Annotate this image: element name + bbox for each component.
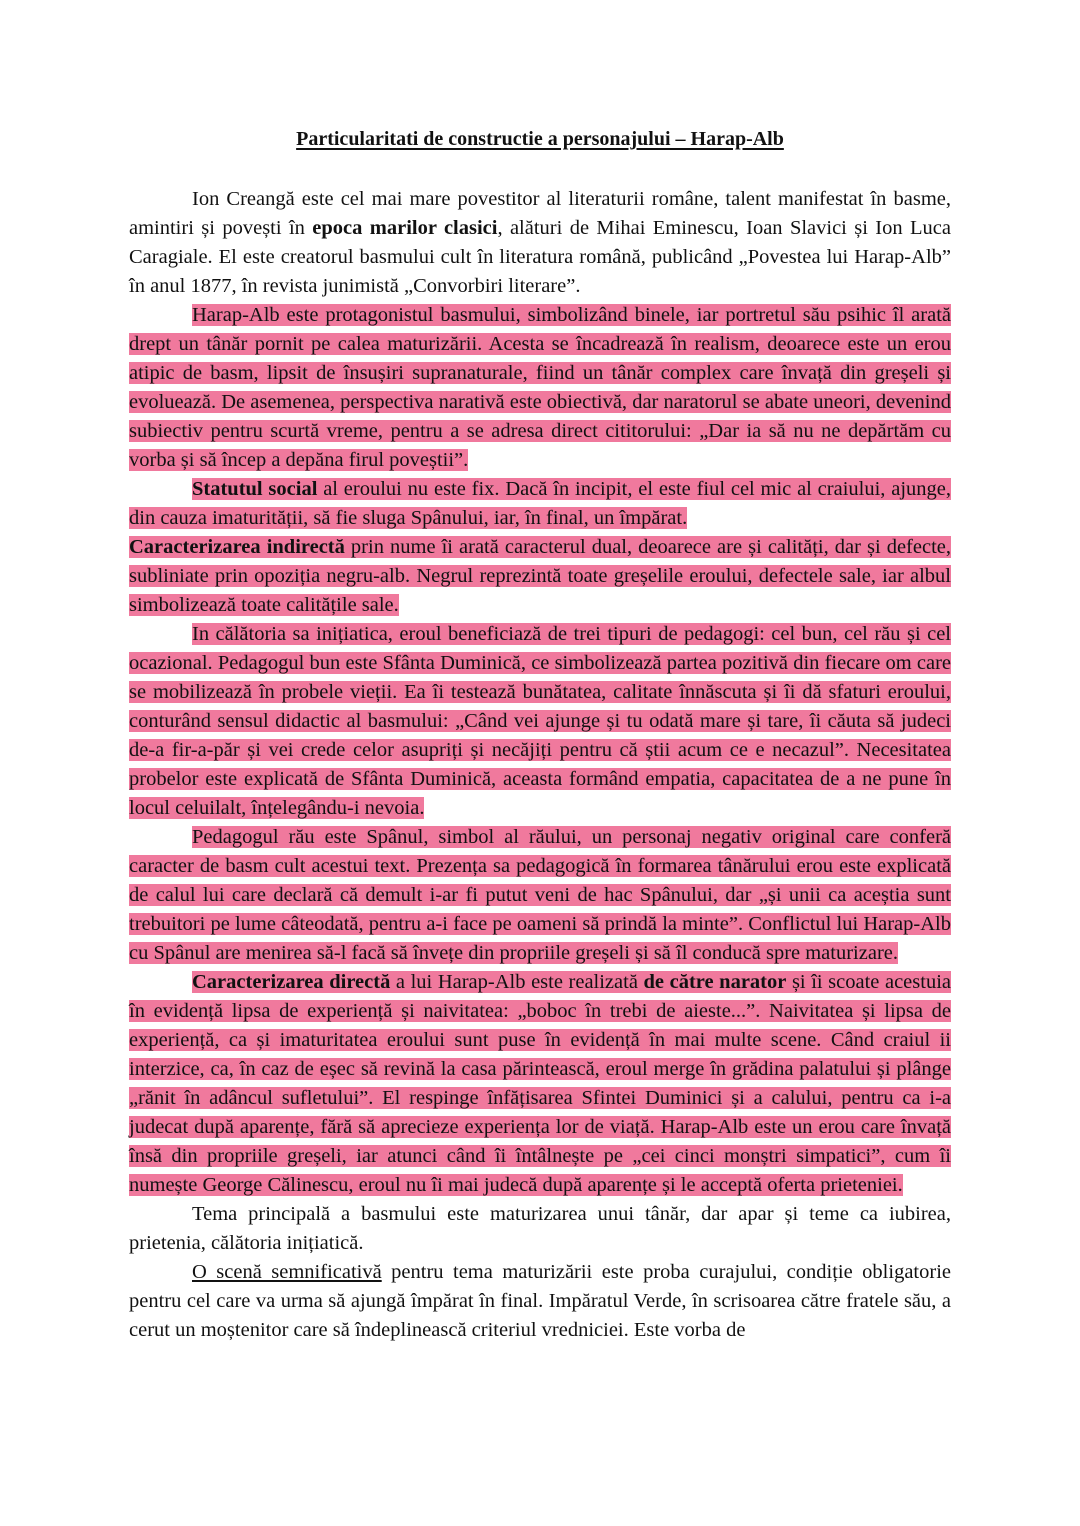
document-body [129,185,951,1345]
bold-direct-characterization: Caracterizarea directă [192,971,391,993]
paragraph-intro [129,185,951,301]
intro-text-1: Ion Creangă este cel mai mare povestitor al literaturii române, talent manifestat în basme, amintiri și povești în [129,188,951,239]
direct-characterization-text-1: a lui Harap-Alb este realizată [390,971,644,993]
paragraph-protagonist [129,301,951,475]
direct-characterization-text-2: și îi scoate acestuia în evidență lipsa de experiență și naivitatea: „boboc în trebi de aieste...”. Naivitatea și lipsa de experiență, ca și imaturitatea eroului sunt puse în evidență în mai multe scene. Când craiul ii interzice, ca, în caz de eșec să revină la casa părintească, eroul merge în grădina palatului și plânge „rănit în adâncul sufletului”. El respinge înfățisarea Sfintei Duminici și a calului, pentru ca i-a judecat după aparențe, fără să aprecieze experiența lor de viață. Harap-Alb este un erou care învață însă din propriile greșeli, iar atunci când îi întâlnește pe „cei cinci monștri simpatici”, cum îi numește George Călinescu, eroul nu îi mai judecă după aparențe și le acceptă oferta prieteniei. [129,971,951,1196]
social-status-text: al eroului nu este fix. Dacă în incipit, el este fiul cel mic al craiului, ajunge, din cauza imaturității, să fie sluga Spânului, iar, în final, un împărat. [129,478,951,529]
paragraph-scene [129,1258,951,1345]
underlined-significant-scene: O scenă semnificativă [192,1261,382,1283]
document-title: Particularitati de constructie a personajului – Harap-Alb [296,128,784,150]
intro-bold-epoch: epoca marilor clasici [312,217,498,239]
paragraph-theme [129,1200,951,1258]
bold-by-narrator: de către narator [643,971,787,993]
paragraph-bad-pedagogue [129,823,951,968]
paragraph-good-pedagogue [129,620,951,823]
theme-text: Tema principală a basmului este maturizarea unui tânăr, dar apar și teme ca iubirea, prietenia, călătoria inițiatică. [129,1203,951,1254]
bold-social-status: Statutul social [192,478,318,500]
paragraph-indirect-characterization [129,533,951,620]
highlighted-text: In călătoria sa inițiatica, eroul beneficiază de trei tipuri de pedagogi: cel bun, cel rău și cel ocazional. Pedagogul bun este Sfânta Duminică, ce simbolizează partea pozitivă din fiecare om care se mobilizează în probele vieții. Ea îi testează bunătatea, calitate înnăscuta și îi dă sfaturi eroului, conturând sensul didactic al basmului: „Când vei ajunge și tu odată mare și tare, îi căuta să judeci de-a fir-a-păr și vei crede celor asupriți și necăjiți pentru că știi acum ce e necazul”. Necesitatea probelor este explicată de Sfânta Duminică, aceasta formând empatia, capacitatea de a ne pune în locul celuilalt, înțelegându-i nevoia. [129,623,951,819]
paragraph-direct-characterization [129,968,951,1200]
paragraph-social-status [129,475,951,533]
highlighted-text: Harap-Alb este protagonistul basmului, simbolizând binele, iar portretul său psihic îl arată drept un tânăr pornit pe calea maturizării. Acesta se încadrează în realism, deoarece este un erou atipic de basm, lipsit de însușiri supranaturale, fiind un tânăr complex care învață din greșeli și evoluează. De asemenea, perspectiva narativă este obiectivă, dar naratorul se abate uneori, devenind subiectiv pentru scurtă vreme, pentru a se adresa direct cititorului: „Dar ia să nu ne depărtăm cu vorba și să încep a depăna firul poveștii”. [129,304,951,471]
highlighted-text [129,478,951,529]
indirect-characterization-text: prin nume îi arată caracterul dual, deoarece are și calități, dar și defecte, subliniate prin opoziția negru-alb. Negrul reprezintă toate greșelile eroului, defectele sale, iar albul simbolizează toate calitățile sale. [129,536,951,616]
highlighted-text [129,971,951,1196]
intro-text-2: , alături de Mihai Eminescu, Ioan Slavici și Ion Luca Caragiale. El este creatorul basmului cult în literatura română, publicând „Povestea lui Harap-Alb” în anul 1877, în revista junimistă „Convorbiri literare”. [129,217,951,297]
highlighted-text [129,536,951,616]
scene-text: pentru tema maturizării este proba curajului, condiție obligatorie pentru cel care va urma să ajungă împărat în final. Impăratul Verde, în scrisoarea către fratele său, a cerut un moștenitor care să îndeplinească criteriul vredniciei. Este vorba de [129,1261,951,1341]
bold-indirect-characterization: Caracterizarea indirectă [129,536,345,558]
highlighted-text: Pedagogul rău este Spânul, simbol al răului, un personaj negativ original care conferă caracter de basm cult acestui text. Prezența sa pedagogică în formarea tânărului erou este explicată de calul lui care declară că demult i-ar fi putut veni de hac Spânului, dar „și unii ca aceștia sunt trebuitori pe lume câteodată, pentru a-i face pe oameni să prindă la minte”. Conflictul lui Harap-Alb cu Spânul are menirea să-l facă să învețe din propriile greșeli și să îl conducă spre maturizare. [129,826,951,964]
